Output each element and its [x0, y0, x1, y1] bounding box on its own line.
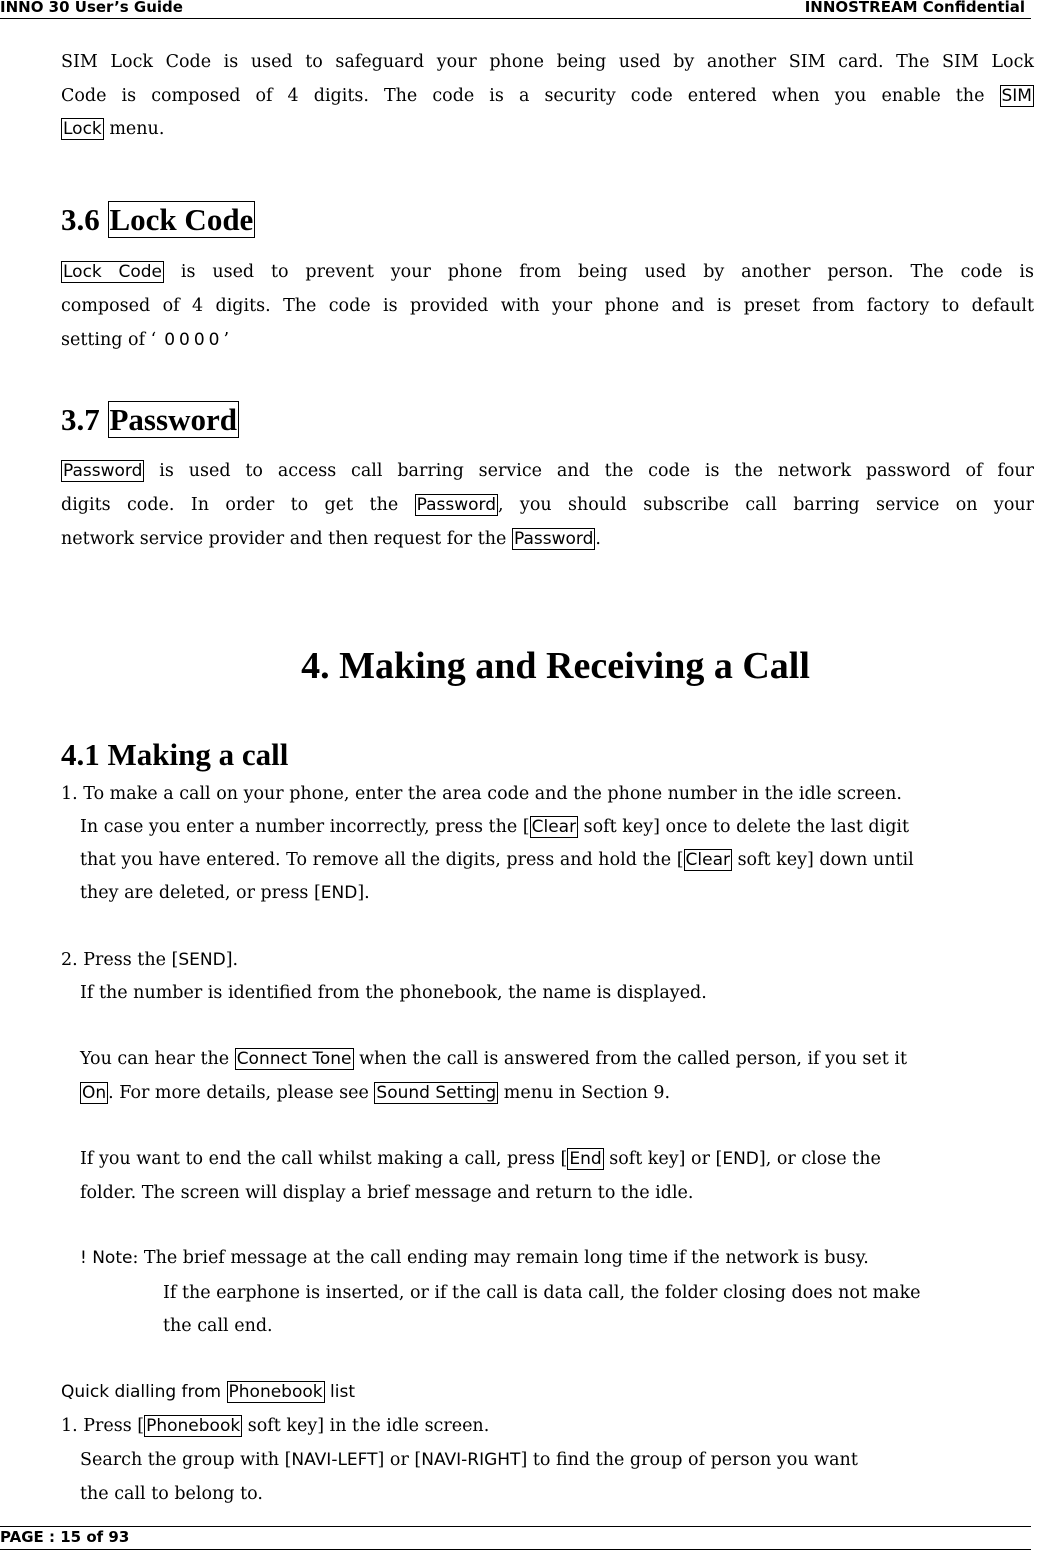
header-confidential: INNOSTREAM Confidential	[804, 0, 1025, 16]
s36-line-3: setting of ‘ 0000’	[61, 330, 230, 350]
intro-line-2: Code is composed of 4 digits. The code is a security code entered when you enable the SIM	[61, 86, 1032, 106]
s37-line-1: Password is used to access call barring service and the code is the network password of four	[63, 461, 1034, 481]
section-4-1-heading: 4.1 Making a call	[61, 737, 289, 772]
quick-step-1-detail-1: Search the group with [NAVI-LEFT] or [NAVI-RIGHT] to find the group of person you want	[80, 1450, 858, 1470]
step-1-line: 1. To make a call on your phone, enter the area code and the phone number in the idle screen.	[61, 784, 902, 804]
s37-line-3: network service provider and then request for the Password .	[61, 529, 601, 549]
note-label: ! Note	[80, 1248, 133, 1268]
step-1-detail-3: they are deleted, or press [END].	[80, 883, 370, 903]
s36-line-2: composed of 4 digits. The code is provided with your phone and is preset from factory to default	[61, 296, 1034, 316]
connect-tone-line-2: On . For more details, please see Sound Setting menu in Section 9.	[82, 1083, 671, 1103]
end-call-line-1: If you want to end the call whilst making a call, press [ End soft key] or [END], or close the	[80, 1149, 881, 1169]
chapter-4-title: 4. Making and Receiving a Call	[301, 645, 810, 687]
header-doc-title: INNO 30 User’s Guide	[0, 0, 183, 16]
section-3-6-heading: 3.6 Lock Code	[61, 202, 254, 237]
note-line-1: ! Note: The brief message at the call ending may remain long time if the network is busy.	[80, 1248, 869, 1268]
s36-line-1: Lock Code is used to prevent your phone from being used by another person. The code is	[63, 262, 1034, 282]
quick-dialling-heading: Quick dialling from Phonebook list	[61, 1382, 355, 1402]
note-line-2: If the earphone is inserted, or if the call is data call, the folder closing does not make	[163, 1283, 921, 1303]
step-2-detail: If the number is identified from the phonebook, the name is displayed.	[80, 983, 707, 1003]
s37-line-2: digits code. In order to get the Password , you should subscribe call barring service on your	[61, 495, 1034, 515]
step-1-detail-2: that you have entered. To remove all the digits, press and hold the [ Clear soft key] down until	[80, 850, 914, 870]
intro-line-3: Lock menu.	[63, 119, 165, 139]
page-footer	[0, 1526, 1031, 1550]
quick-step-1-detail-2: the call to belong to.	[80, 1484, 263, 1504]
page-header	[0, 0, 1031, 19]
section-3-7-heading: 3.7 Password	[61, 402, 237, 437]
step-1-detail-1: In case you enter a number incorrectly, press the [ Clear soft key] once to delete the last digit	[80, 817, 910, 837]
quick-step-1: 1. Press [ Phonebook soft key] in the idle screen.	[61, 1416, 490, 1436]
end-call-line-2: folder. The screen will display a brief message and return to the idle.	[80, 1183, 694, 1203]
page-number: PAGE : 15 of 93	[0, 1528, 130, 1546]
sim-lock-term: SIM	[1001, 86, 1032, 106]
connect-tone-line-1: You can hear the Connect Tone when the call is answered from the called person, if you set it	[80, 1049, 907, 1069]
intro-line-1: SIM Lock Code is used to safeguard your phone being used by another SIM card. The SIM Lock	[61, 52, 1034, 72]
note-line-3: the call end.	[163, 1316, 273, 1336]
step-2-line: 2. Press the [SEND].	[61, 950, 239, 970]
